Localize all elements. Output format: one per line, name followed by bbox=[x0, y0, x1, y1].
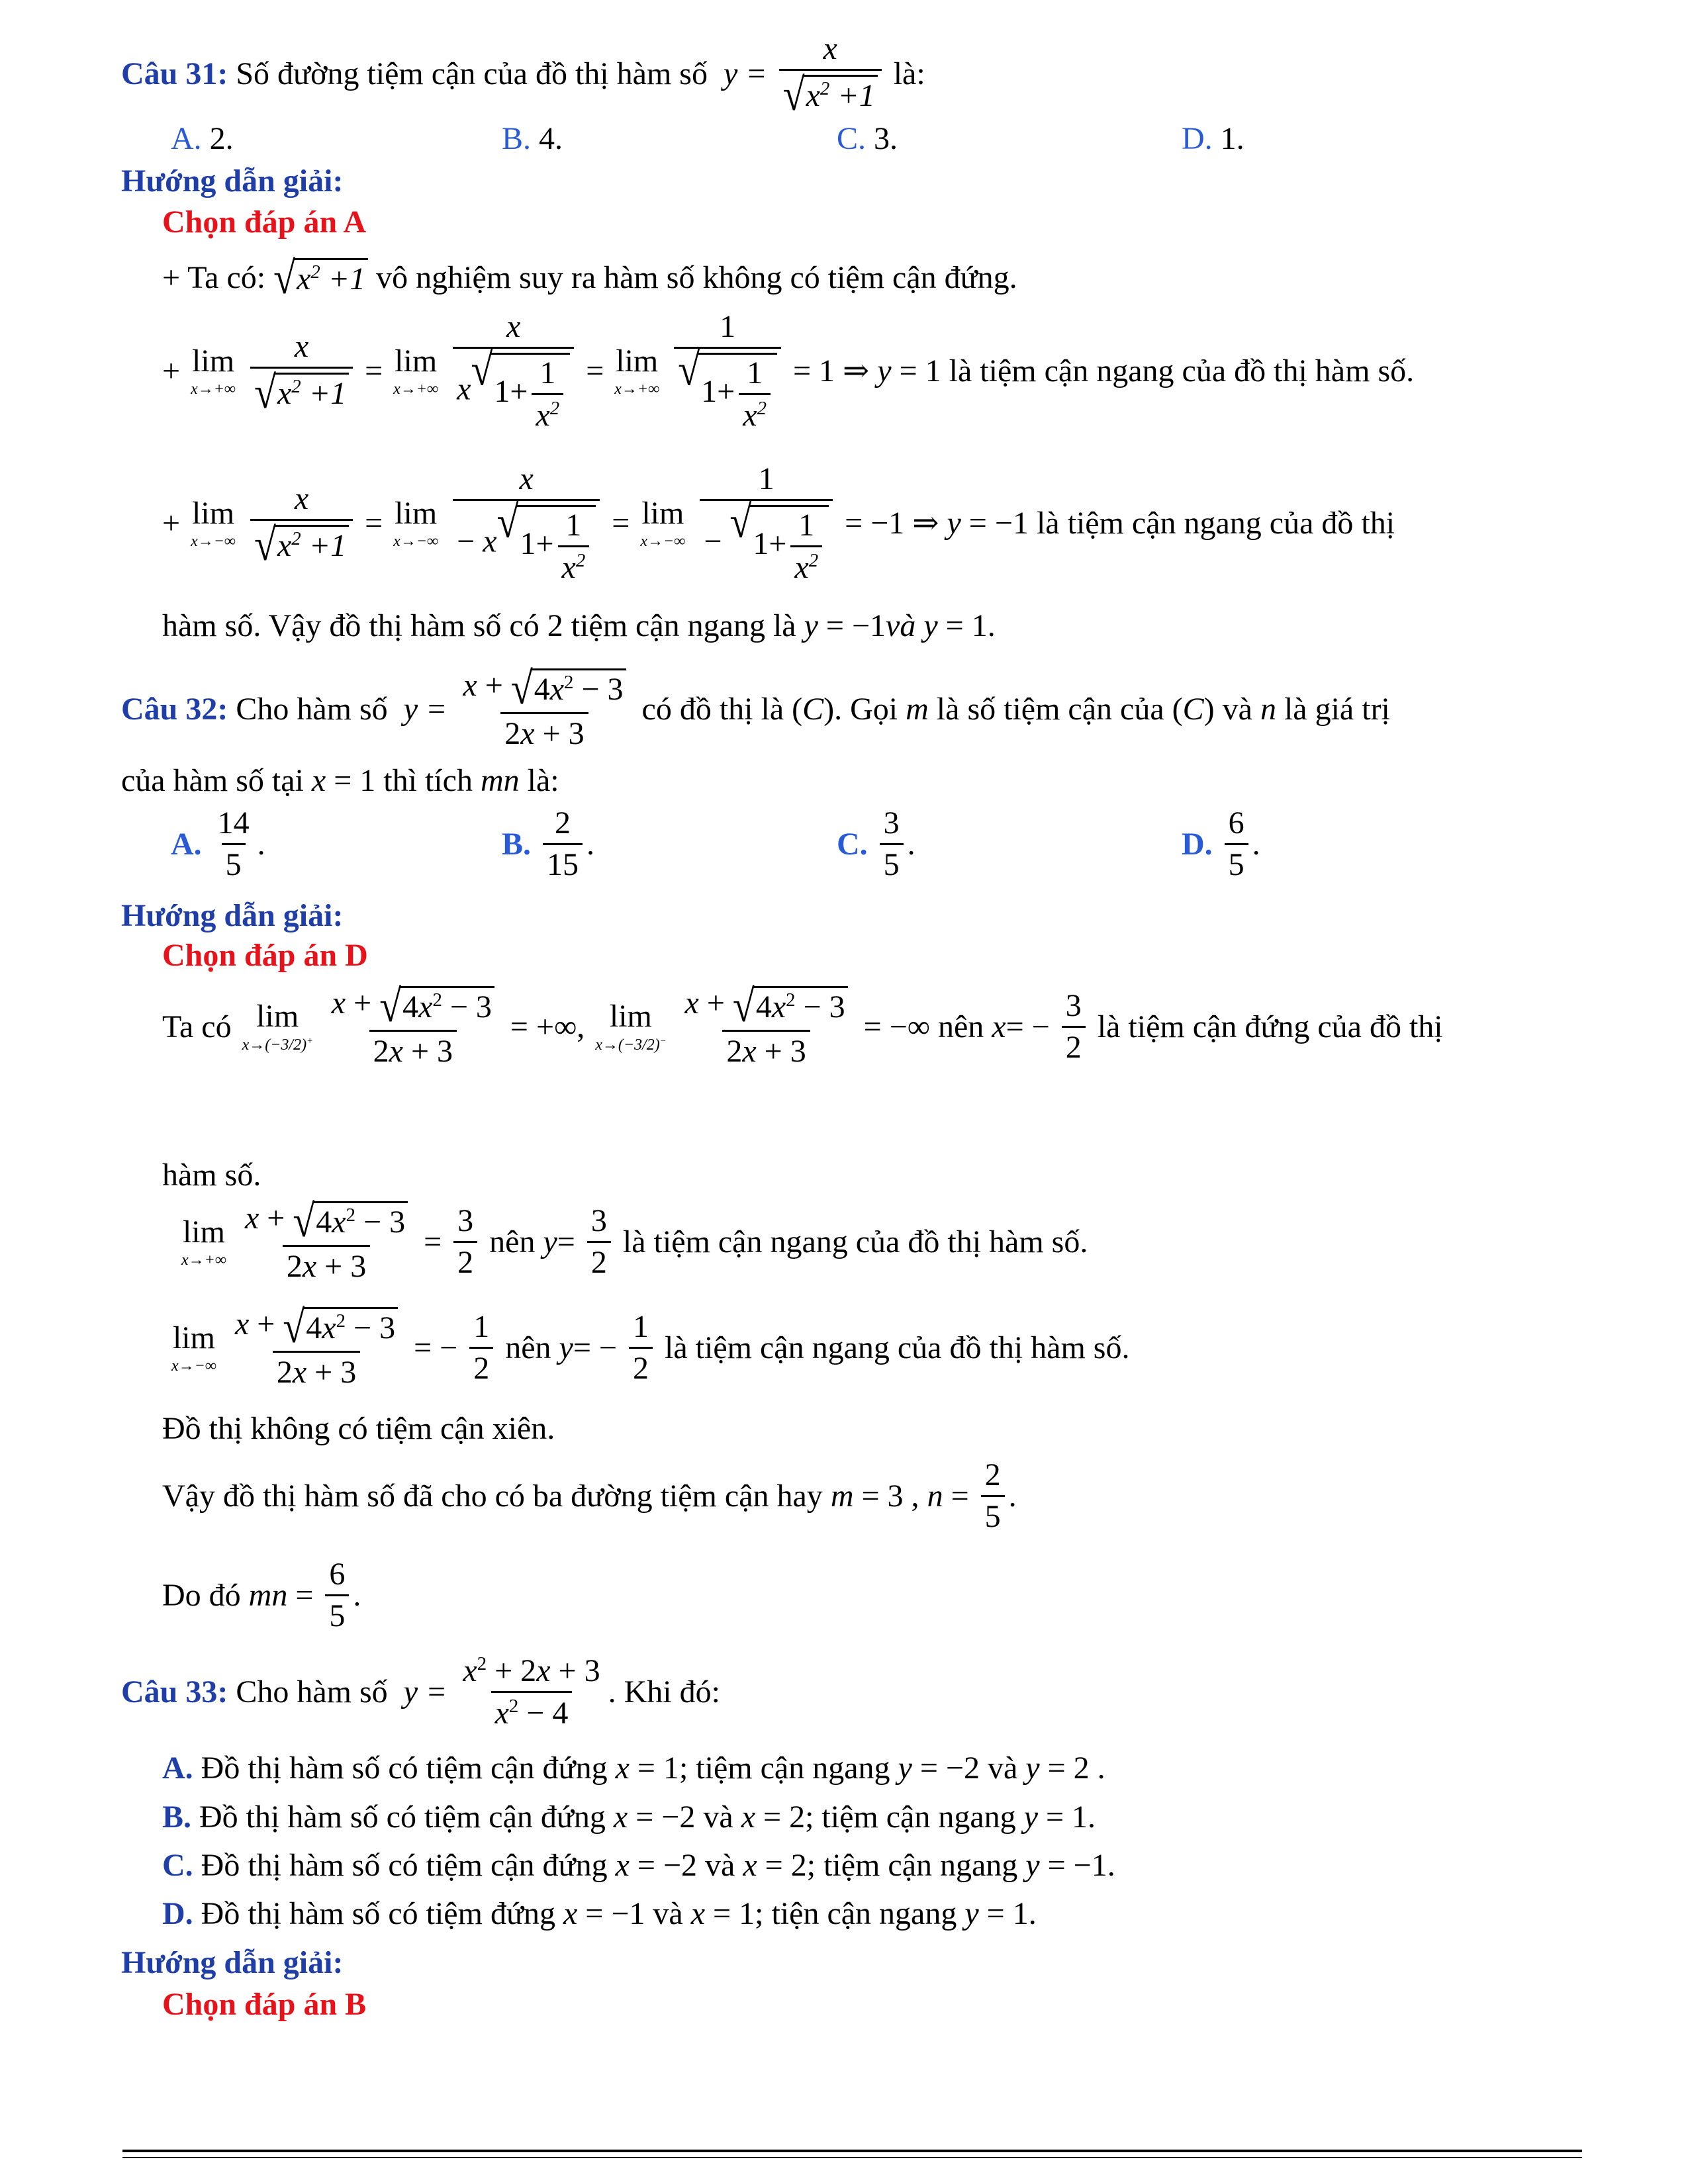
q32-option-d: D. $\frac{6}{5}$ . bbox=[1182, 805, 1260, 882]
q32-label: Câu 32: bbox=[121, 691, 228, 727]
q32-line4: lim x→−∞ x + √ $4x^2 - 3$ 2x + 3 = − $\frac{1}{2}$ nên y= − $\frac{1}{2}$ là tiệm cận ngang của đồ thị hàm số. bbox=[171, 1302, 1130, 1390]
q31-stem: Câu 31: Số đường tiệm cận của đồ thị hàm số y = x √ $x^2 +1$ là: bbox=[121, 31, 925, 120]
q33-label: Câu 33: bbox=[121, 1674, 228, 1709]
footer-rule-bottom bbox=[122, 2157, 1582, 2158]
q32-stem: Câu 32: Cho hàm số y = x + √ $4x^2 - 3$ 2x + 3 có đồ thị là (C). Gọi m là số tiệm cận của (C) và n là giá trị bbox=[121, 663, 1390, 751]
q31-guide: Hướng dẫn giải: bbox=[121, 163, 344, 199]
q33-option-c: C. Đồ thị hàm số có tiệm cận đứng x = −2 và x = 2; tiệm cận ngang y = −1. bbox=[162, 1848, 1115, 1883]
q33-option-b: B. Đồ thị hàm số có tiệm cận đứng x = −2 và x = 2; tiệm cận ngang y = 1. bbox=[162, 1799, 1096, 1835]
q33-guide: Hướng dẫn giải: bbox=[121, 1945, 344, 1980]
q33-option-d: D. Đồ thị hàm số có tiệm đứng x = −1 và x = 1; tiện cận ngang y = 1. bbox=[162, 1896, 1037, 1931]
q31-option-c: C. 3. bbox=[837, 121, 898, 156]
q32-line1: Ta có lim x→(−3/2)+ x + √ $4x^2 - 3$ 2x + 3 = +∞, lim x→(−3/2)− x + √ $4x^2 - 3$ 2x + 3 = −∞ nên x= − $\frac{3}{2}$ là tiệm cận đứng của đồ thị bbox=[162, 981, 1443, 1069]
q33-answer: Chọn đáp án B bbox=[162, 1987, 367, 2022]
q31-option-a: A. 2. bbox=[171, 121, 234, 156]
q32-answer: Chọn đáp án D bbox=[162, 938, 368, 973]
q31-function: x √ $x^2 +1$ bbox=[779, 33, 882, 114]
q31-line4: hàm số. Vậy đồ thị hàm số có 2 tiệm cận ngang là y = −1và y = 1. bbox=[162, 608, 996, 643]
q32-line5: Đồ thị không có tiệm cận xiên. bbox=[162, 1411, 555, 1446]
q31-option-d: D. 1. bbox=[1182, 121, 1244, 156]
q32-line3: lim x→+∞ x + √ $4x^2 - 3$ 2x + 3 = $\frac{3}{2}$ nên y= $\frac{3}{2}$ là tiệm cận ngang của đồ thị hàm số. bbox=[181, 1196, 1088, 1284]
q31-label: Câu 31: bbox=[121, 56, 228, 91]
q31-answer: Chọn đáp án A bbox=[162, 205, 367, 240]
q31-line1: + Ta có: √ $x^2 +1$ vô nghiệm suy ra hàm số không có tiệm cận đứng. bbox=[162, 253, 1017, 303]
q32-line6: Vậy đồ thị hàm số đã cho có ba đường tiệm cận hay m = 3 , n = $\frac{2}{5}$ . bbox=[162, 1457, 1017, 1534]
q32-option-a: A. $\frac{14}{5}$ . bbox=[171, 805, 265, 882]
q31-line3: + lim x→−∞ x √ $x^2 +1$ = lim x→−∞ x − x √ 1+ $\frac{1}{x^2}$ = lim x→−∞ 1 − √ 1+ $\frac{1}{x^2}$ = −1 ⇒ y = −1 là tiệm cận ngang của đồ thị bbox=[162, 461, 1395, 585]
q32-stem-line2: của hàm số tại x = 1 thì tích mn là: bbox=[121, 763, 559, 798]
q32-guide: Hướng dẫn giải: bbox=[121, 898, 344, 933]
q33-stem: Câu 33: Cho hàm số y = $\frac{x^2 + 2x + 3}{x^2 - 4}$ . Khi đó: bbox=[121, 1653, 720, 1731]
q32-line7: Do đó mn = $\frac{6}{5}$ . bbox=[162, 1557, 361, 1633]
footer-rule-top bbox=[122, 2150, 1582, 2152]
q31-option-b: B. 4. bbox=[502, 121, 563, 156]
q33-option-a: A. Đồ thị hàm số có tiệm cận đứng x = 1; tiệm cận ngang y = −2 và y = 2 . bbox=[162, 1751, 1105, 1786]
q31-line2: + lim x→+∞ x √ $x^2 +1$ = lim x→+∞ x x √ 1+ $\frac{1}{x^2}$ = lim x→+∞ 1 √ 1+ $\frac{1}{x^2}$ = 1 ⇒ y = 1 là tiệm cận ngang của đồ thị hàm số. bbox=[162, 309, 1415, 433]
q32-option-b: B. $\frac{2}{15}$ . bbox=[502, 805, 595, 882]
q32-option-c: C. $\frac{3}{5}$ . bbox=[837, 805, 915, 882]
q32-line2: hàm số. bbox=[162, 1158, 261, 1193]
